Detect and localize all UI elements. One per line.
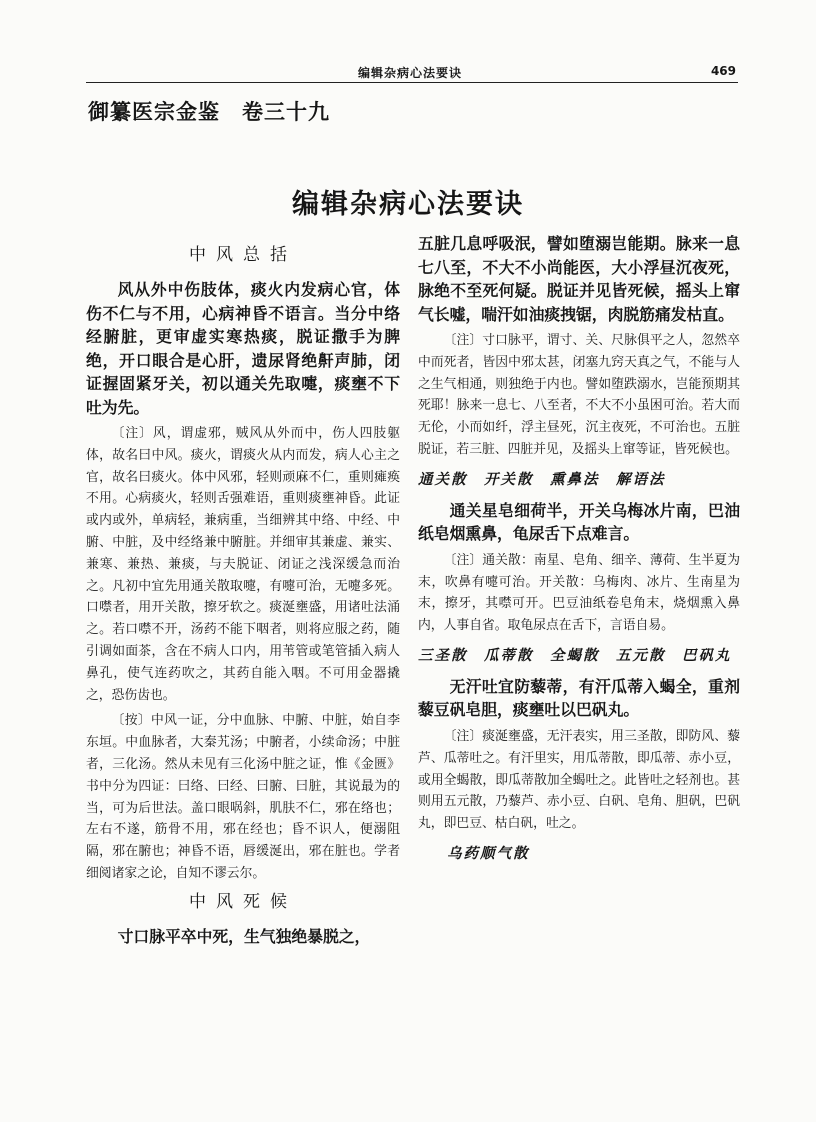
verse-tongguan: 通关星皂细荷半，开关乌梅冰片南，巴油纸皂烟熏鼻，龟尿舌下点难言。: [418, 500, 740, 544]
volume-title: 御纂医宗金鉴 卷三十九: [88, 100, 330, 124]
commentary-note: 〔注〕风，谓虚邪，贼风从外而中，伤人四肢躯体，故名曰中风。痰火，谓痰火从内而发，病人心主之官，故名曰痰火。体中风邪，轻则顽麻不仁，重则瘫痪不用。心病痰火，轻则舌强难语，重则痰壅神昏。此证或内或外，单病轻，兼病重，当细辨其中络、中经、中腑、中脏，及中经络兼中腑脏。并细审其兼虚、兼实、兼寒、兼热、兼痰，与夫脱证、闭证之浅深缓急而治之。凡初中宜先用通关散取嚏，有嚏可治，无嚏多死。口噤者，用开关散，擦牙软之。痰涎壅盛，用诸吐法涌之。若口噤不开，汤药不能下咽者，则将应服之药，随引调如面茶，含在不病人口内，用苇管或笔管插入病人鼻孔，使气连药吹之，其药自能入咽。不可用金器撬之，恐伤齿也。: [86, 426, 400, 703]
right-column: [418, 232, 740, 873]
verse-zhongfeng-zongkuo: 风从外中伤肢体，痰火内发病心官，体伤不仁与不用，心病神昏不语言。当分中络经腑脏，更审虚实寒热痰，脱证撒手为脾绝，开口眼合是心肝，遗尿肾绝鼾声肺，闭证握固紧牙关，初以通关先取嚏，痰壅不下吐为先。: [86, 280, 400, 417]
document-title: 编辑杂病心法要诀: [292, 189, 524, 220]
commentary-note-an: 〔按〕中风一证，分中血脉、中腑、中脏，始自李东垣。中血脉者，大秦艽汤；中腑者，小续命汤；中脏者，三化汤。然从未见有三化汤中脏之证，惟《金匮》书中分为四证：曰络、曰经、曰腑、曰脏，其说最为的当，可为后世法。盖口眼㖞斜，肌肤不仁，邪在络也；左右不遂，筋骨不用，邪在经也；昏不识人，便溺阻隔，邪在腑也；神昏不语，唇缓涎出，邪在脏也。学者细阅诸家之论，自知不谬云尔。: [86, 713, 400, 881]
section-heading-zhongfeng-zongkuo: 中风总括: [189, 245, 297, 265]
left-column: [86, 238, 400, 948]
section-heading-zhongfeng-sihou: 中风死候: [189, 891, 297, 912]
verse-zhongfeng-sihou-continued: 五脏几息呼吸泯，譬如堕溺岂能期。脉来一息七八至，不大不小尚能医，大小浮昼沉夜死，脉绝不至死何疑。脱证并见皆死候，摇头上窜气长嘘，喘汗如油痰拽锯，肉脱筋痛发枯直。: [418, 234, 740, 324]
commentary-note-sihou: 〔注〕寸口脉平，谓寸、关、尺脉俱平之人，忽然卒中而死者，皆因中邪太甚，闭塞九窍天真之气，不能与人之生气相通，则独绝于内也。譬如堕跌溺水，岂能预期其死耶！脉来一息七、八至者，不大不小虽困可治。若大而无伦，小而如纤，浮主昼死，沉主夜死，不可治也。五脏脱证，若三脏、四脏并见，及摇头上窜等证，皆死候也。: [418, 333, 740, 457]
commentary-note-sansheng: 〔注〕痰涎壅盛，无汗表实，用三圣散，即防风、藜芦、瓜蒂吐之。有汗里实，用瓜蒂散，即瓜蒂、赤小豆，或用全蝎散，即瓜蒂散加全蝎吐之。此皆吐之轻剂也。甚则用五元散，乃藜芦、赤小豆、白矾、皂角、胆矾，巴矾丸，即巴豆、枯白矾，吐之。: [418, 728, 740, 832]
formula-heading-wuyao-shunqi: 乌药顺气散: [447, 844, 530, 862]
formula-heading-sansheng: 三圣散 瓜蒂散 全蝎散 五元散 巴矾丸: [418, 646, 732, 664]
running-header: [86, 64, 738, 83]
commentary-note-tongguan: 〔注〕通关散：南星、皂角、细辛、薄荷、生半夏为末，吹鼻有嚏可治。开关散：乌梅肉、冰片、生南星为末，擦牙，其噤可开。巴豆油纸卷皂角末，烧烟熏入鼻内，人事自省。取龟尿点在舌下，言语自易。: [418, 552, 740, 634]
verse-sansheng: 无汗吐宜防藜蒂，有汗瓜蒂入蝎全，重剂藜豆矾皂胆，痰壅吐以巴矾丸。: [418, 676, 740, 720]
formula-heading-tongguan: 通关散 开关散 熏鼻法 解语法: [418, 470, 666, 488]
verse-zhongfeng-sihou-start: 寸口脉平卒中死，生气独绝暴脱之，: [117, 926, 371, 946]
running-title: 编辑杂病心法要诀: [358, 66, 463, 80]
page-number: 469: [710, 64, 736, 78]
